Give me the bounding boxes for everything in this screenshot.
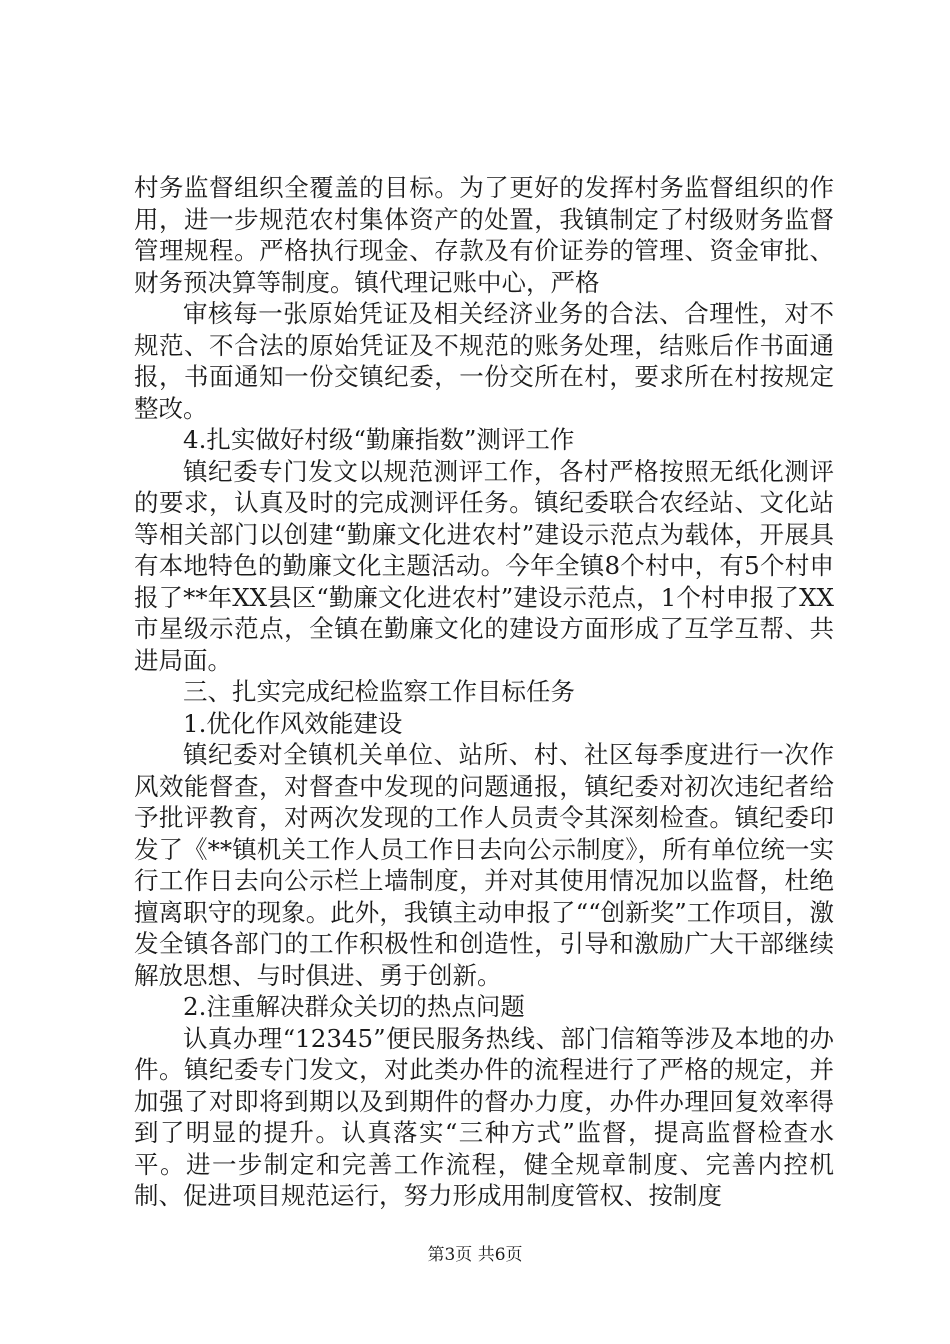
paragraph: 镇纪委对全镇机关单位、站所、村、社区每季度进行一次作风效能督查，对督查中发现的问题通报，镇纪委对初次违纪者给予批评教育，对两次发现的工作人员责令其深刻检查。镇纪委印发了《**镇机关工作人员工作日去向公示制度》，所有单位统一实行工作日去向公示栏上墙制度，并对其使用情况加以监督，杜绝擅离职守的现象。此外，我镇主动申报了““创新奖”工作项目，激发全镇各部门的工作积极性和创造性，引导和激励广大干部继续解放思想、与时俱进、勇于创新。 [134, 740, 834, 990]
section-heading: 2.注重解决群众关切的热点问题 [183, 992, 525, 1021]
paragraph: 镇纪委专门发文以规范测评工作，各村严格按照无纸化测评的要求，认真及时的完成测评任务。镇纪委联合农经站、文化站等相关部门以创建“勤廉文化进农村”建设示范点为载体，开展具有本地特色的勤廉文化主题活动。今年全镇8个村中，有5个村申报了**年XX县区“勤廉文化进农村”建设示范点，1个村申报了XX市星级示范点，全镇在勤廉文化的建设方面形成了互学互帮、共进局面。 [134, 456, 834, 675]
paragraph: 审核每一张原始凭证及相关经济业务的合法、合理性，对不规范、不合法的原始凭证及不规范的账务处理，结账后作书面通报，书面通知一份交镇纪委，一份交所在村，要求所在村按规定整改。 [134, 299, 834, 423]
section-heading: 1.优化作风效能建设 [183, 708, 403, 738]
paragraph: 村务监督组织全覆盖的目标。为了更好的发挥村务监督组织的作用，进一步规范农村集体资产的处置，我镇制定了村级财务监督管理规程。严格执行现金、存款及有价证券的管理、资金审批、财务预决算等制度。镇代理记账中心，严格 [134, 173, 834, 297]
paragraph: 认真办理“12345”便民服务热线、部门信箱等涉及本地的办件。镇纪委专门发文，对此类办件的流程进行了严格的规定，并加强了对即将到期以及到期件的督办力度，办件办理回复效率得到了明显的提升。认真落实“三种方式”监督，提高监督检查水平。进一步制定和完善工作流程，健全规章制度、完善内控机制、促进项目规范运行，努力形成用制度管权、按制度 [134, 1023, 834, 1210]
page-footer: 第3页 共6页 [427, 1245, 523, 1265]
section-heading: 三、扎实完成纪检监察工作目标任务 [183, 677, 575, 706]
section-heading: 4.扎实做好村级“勤廉指数”测评工作 [183, 425, 575, 454]
document-body [134, 172, 834, 1212]
